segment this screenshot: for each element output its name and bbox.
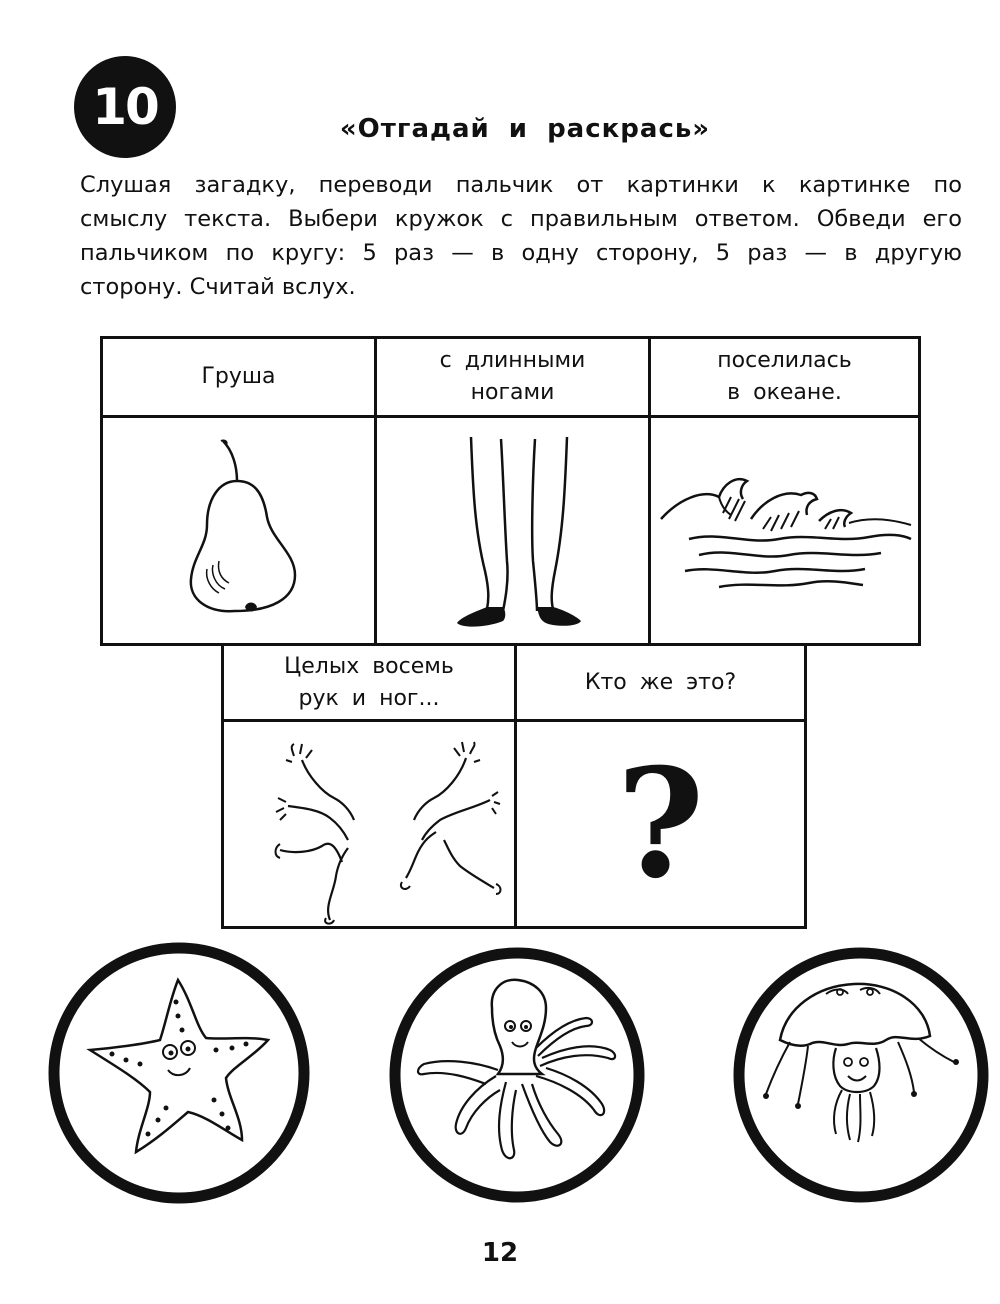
riddle-caption-arms: Целых восемь рук и ног... [284, 653, 454, 711]
riddle-table-bottom [221, 643, 807, 929]
riddle-caption-question: Кто же это? [584, 669, 737, 695]
riddle-caption-legs: с длинными ногами [439, 348, 586, 405]
answer-choice-jellyfish[interactable] [730, 944, 992, 1206]
instructions-line: сторону. Считай вслух. [80, 274, 356, 300]
riddle-caption-pear: Груша [201, 364, 276, 389]
riddle-table-top [100, 336, 921, 646]
exercise-title: «Отгадай и раскрась» [339, 114, 711, 144]
instructions-line: Слушая загадку, переводи пальчик от картинки к картинке по [80, 172, 962, 198]
instructions-text [80, 168, 962, 304]
answer-choice-octopus[interactable] [386, 944, 648, 1206]
riddle-caption-ocean: поселилась в океане. [717, 348, 852, 405]
arms-and-legs-icon [264, 736, 504, 926]
ocean-waves-icon [659, 459, 915, 595]
page-number: 12 [481, 1238, 519, 1268]
long-legs-icon [443, 431, 593, 637]
pear-icon [163, 429, 323, 629]
question-mark-icon: ? [616, 736, 705, 912]
exercise-number-badge: 10 [74, 56, 176, 158]
instructions-line: смыслу текста. Выбери кружок с правильным ответом. Обведи его [80, 206, 962, 232]
answer-choice-starfish[interactable] [46, 940, 312, 1206]
instructions-line: пальчиком по кругу: 5 раз — в одну сторону, 5 раз — в другую [80, 240, 962, 266]
